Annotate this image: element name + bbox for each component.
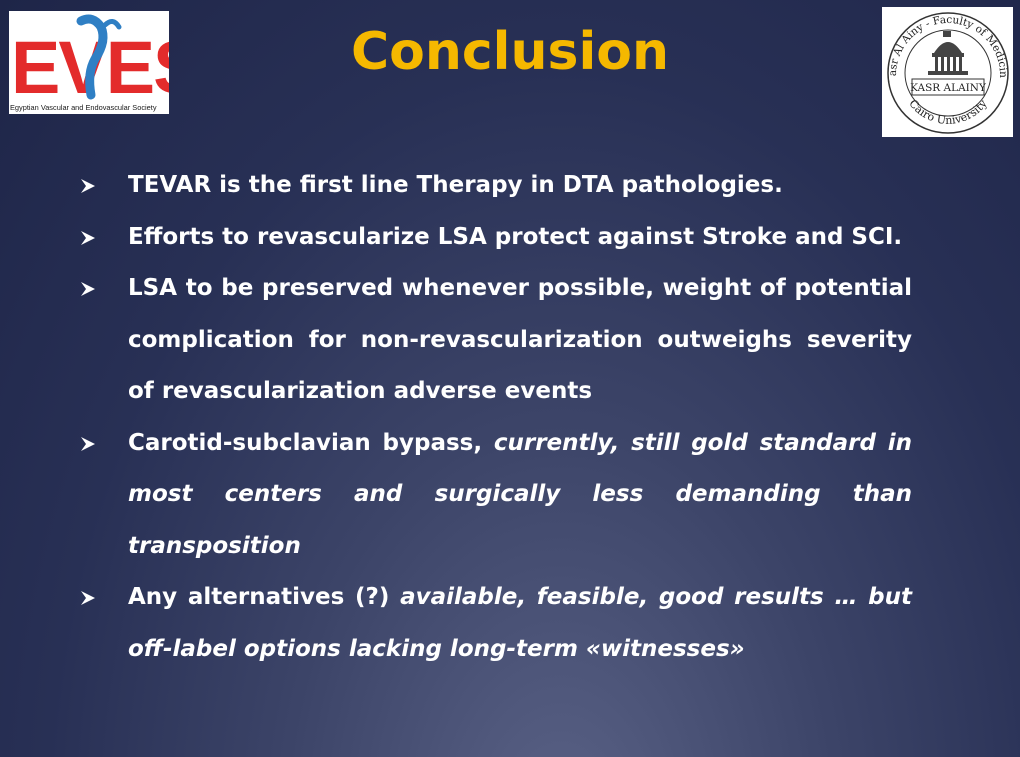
bullet-text: Efforts to revascularize LSA protect against Stroke and SCI.	[128, 223, 903, 250]
bullet-item-alternatives	[80, 572, 912, 675]
arrowhead-bullet-icon	[80, 212, 104, 246]
bullet-text: LSA to be preserved whenever possible, weight of potential complication for non-revascularization outweighs severity of revascularization adverse events	[128, 275, 912, 404]
bullet-item-carotid-bypass	[80, 418, 912, 573]
arrowhead-bullet-icon	[80, 418, 104, 452]
arrowhead-bullet-icon	[80, 572, 104, 606]
bullet-text: Carotid-subclavian bypass,	[128, 429, 494, 456]
bullet-item-revascularize	[80, 212, 912, 264]
bullet-item-lsa-preserved	[80, 263, 912, 418]
svg-text:Kasr Al Ainy - Faculty of Medi: asr Al Ainy - Faculty of Medicin	[886, 13, 1010, 78]
conclusion-bullet-list	[80, 160, 912, 675]
arrowhead-bullet-icon	[80, 263, 104, 297]
bullet-text: TEVAR is the first line Therapy in DTA pathologies.	[128, 172, 783, 198]
arrowhead-bullet-icon	[80, 160, 104, 194]
eves-caption: Egyptian Vascular and Endovascular Society	[10, 103, 157, 112]
bullet-text-italic: available, feasible, good results … but off-label options lacking long-term «witnesses»	[128, 584, 912, 662]
svg-text:Cairo University: Cairo University	[906, 97, 990, 127]
eves-logo-wordmark: EVE	[11, 26, 154, 103]
seal-center-label: KASR ALAINY	[910, 82, 986, 94]
bullet-item-tevar	[80, 160, 912, 212]
bullet-text: Any alternatives (?)	[128, 584, 401, 610]
bullet-text-italic: currently, still gold standard in most centers and surgically less demanding than transposition	[128, 429, 912, 559]
slide-title: Conclusion	[350, 22, 670, 82]
